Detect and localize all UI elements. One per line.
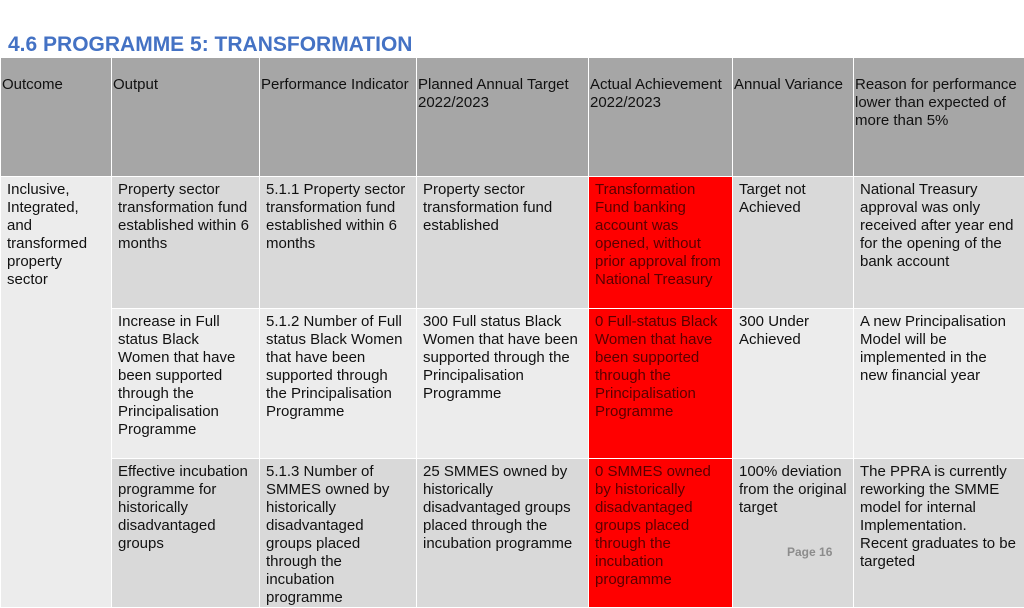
actual-cell: Transformation Fund banking account was opened, without prior approval from National Treasury [589, 177, 733, 309]
header-outcome: Outcome [1, 58, 112, 177]
variance-cell: 300 Under Achieved [733, 309, 854, 459]
table-row [1, 309, 1024, 459]
table-header-row [1, 58, 1024, 177]
output-cell: Increase in Full status Black Women that have been supported through the Principalisation Programme [112, 309, 260, 459]
target-cell: 300 Full status Black Women that have been supported through the Principalisation Programme [417, 309, 589, 459]
outcome-cell: Inclusive, Integrated, and transformed property sector [1, 177, 112, 608]
page-number: Page 16 [787, 545, 832, 559]
header-planned-target: Planned Annual Target 2022/2023 [417, 58, 589, 177]
variance-cell: Target not Achieved [733, 177, 854, 309]
reason-cell: National Treasury approval was only received after year end for the opening of the bank account [854, 177, 1024, 309]
indicator-cell: 5.1.2 Number of Full status Black Women that have been supported through the Principalisation Programme [260, 309, 417, 459]
header-reason: Reason for performance lower than expected of more than 5% [854, 58, 1024, 177]
header-annual-variance: Annual Variance [733, 58, 854, 177]
reason-cell: A new Principalisation Model will be implemented in the new financial year [854, 309, 1024, 459]
target-cell: Property sector transformation fund established [417, 177, 589, 309]
performance-table [0, 57, 1024, 608]
reason-cell: The PPRA is currently reworking the SMME model for internal Implementation. Recent graduates to be targeted [854, 459, 1024, 608]
header-output: Output [112, 58, 260, 177]
actual-cell: 0 SMMES owned by historically disadvantaged groups placed through the incubation programme [589, 459, 733, 608]
output-cell: Property sector transformation fund established within 6 months [112, 177, 260, 309]
indicator-cell: 5.1.1 Property sector transformation fund established within 6 months [260, 177, 417, 309]
table-row [1, 177, 1024, 309]
header-performance-indicator: Performance Indicator [260, 58, 417, 177]
header-actual-achievement: Actual Achievement 2022/2023 [589, 58, 733, 177]
table-row [1, 459, 1024, 608]
page-title: 4.6 PROGRAMME 5: TRANSFORMATION [8, 33, 412, 57]
indicator-cell: 5.1.3 Number of SMMES owned by historically disadvantaged groups placed through the incubation programme [260, 459, 417, 608]
output-cell: Effective incubation programme for historically disadvantaged groups [112, 459, 260, 608]
target-cell: 25 SMMES owned by historically disadvantaged groups placed through the incubation programme [417, 459, 589, 608]
actual-cell: 0 Full-status Black Women that have been supported through the Principalisation Programme [589, 309, 733, 459]
variance-cell: 100% deviation from the original target [733, 459, 854, 608]
